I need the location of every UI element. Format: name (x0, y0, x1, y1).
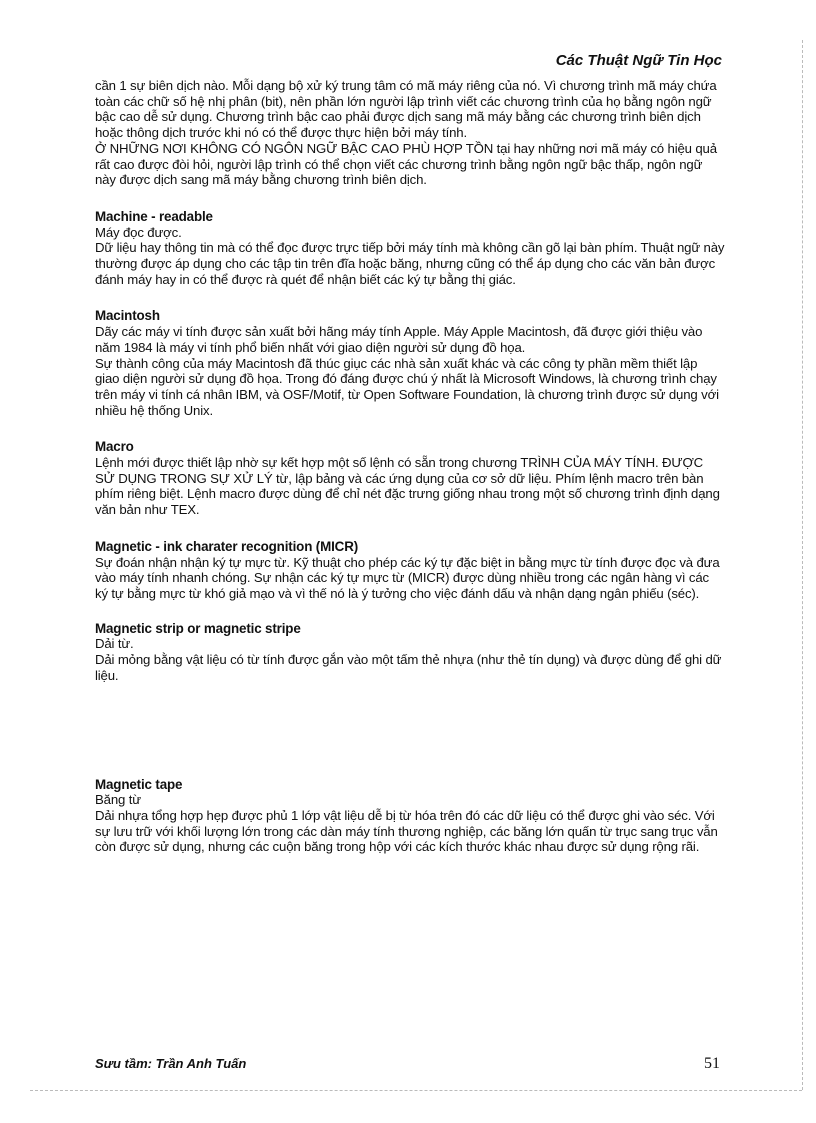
paragraph: cần 1 sự biên dịch nào. Mỗi dạng bộ xử ký trung tâm có mã máy riêng của nó. Vì chương trình mã máy chứa toàn các chữ số hệ nhị phân (bit), nên phần lớn người lập trình viết các chương trình của họ bằng ngôn ngữ bậc cao dễ sử dụng. Chương trình bậc cao phải được dịch sang mã máy bằng các chương trình biên dịch hoặc thông dịch trước khi nó có thể được thực hiện bởi máy tính. (95, 78, 717, 141)
entry-translation: Máy đọc được. (95, 224, 182, 240)
entry-term: Magnetic - ink charater recognition (MICR) (95, 538, 359, 554)
entry-definition: Sự đoán nhận nhận ký tự mực từ. Kỹ thuật cho phép các ký tự đặc biệt in bằng mực từ tính được đọc và đưa vào máy tính nhanh chóng. Sự nhận các ký tự mực từ (MICR) được dùng nhiều trong các ngân hàng vì các ký tự bằng mực từ khó giả mạo và vì thế nó là ý tưởng cho việc đánh dấu và nhận dạng ngân phiếu (séc). (95, 554, 720, 601)
paragraph: Ở NHỮNG NƠI KHÔNG CÓ NGÔN NGỮ BẬC CAO PHÙ HỢP TỒN tại hay những nơi mã máy có hiệu quả rất cao được đòi hỏi, người lập trình có thể chọn viết các chương trình bằng ngôn ngữ bậc thấp, ngôn ngữ này được dịch sang mã máy bằng chương trình biên dịch. (95, 140, 717, 188)
entry-term: Macintosh (95, 308, 160, 324)
page-edge-dashes (802, 40, 803, 1090)
entry-term: Macro (95, 439, 134, 455)
glossary-entry-micr (95, 539, 725, 602)
glossary-entry-magnetic-strip (95, 621, 725, 684)
entry-term: Magnetic strip or magnetic stripe (95, 620, 301, 636)
intro-section (95, 78, 725, 188)
page-number: 51 (704, 1055, 720, 1072)
entry-translation: Dải từ. (95, 636, 134, 652)
page-bottom-dashes (30, 1090, 802, 1091)
entry-definition: Sự thành công của máy Macintosh đã thúc giục các nhà sản xuất khác và các công ty phần mềm thiết lập giao diện người sử dụng đồ họa. Trong đó đáng được chú ý nhất là Microsoft Windows, là chương trình chạy trên máy vi tính cá nhân IBM, và OSF/Motif, từ Open Software Foundation, là chương trình được sử dụng với nhiều hệ thống Unix. (95, 355, 719, 418)
entry-definition: Dãy các máy vi tính được sản xuất bởi hãng máy tính Apple. Máy Apple Macintosh, đã được giới thiệu vào năm 1984 là máy vi tính phổ biến nhất với giao diện người sử dụng đồ họa. (95, 324, 703, 355)
entry-term: Magnetic tape (95, 776, 183, 792)
glossary-entry-macintosh (95, 308, 725, 418)
page-content (95, 78, 725, 855)
entry-definition: Dữ liệu hay thông tin mà có thể đọc được trực tiếp bởi máy tính mà không cần gõ lại bàn phím. Thuật ngữ này thường được áp dụng cho các tập tin trên đĩa hoặc băng, nhưng cũng có thể áp dụng cho các văn bản được đánh máy hay in có thể được rà quét để nhận biết các ký tự bằng thị giác. (95, 240, 725, 287)
entry-term: Machine - readable (95, 208, 213, 224)
entry-definition: Dải mỏng bằng vật liệu có từ tính được gắn vào một tấm thẻ nhựa (như thẻ tín dụng) và được dùng để ghi dữ liệu. (95, 652, 722, 683)
glossary-entry-macro (95, 439, 725, 518)
glossary-entry-magnetic-tape (95, 777, 725, 856)
entry-definition: Lệnh mới được thiết lập nhờ sự kết hợp một số lệnh có sẵn trong chương TRÌNH CỦA MÁY TÍNH. ĐƯỢC SỬ DỤNG TRONG SỰ XỬ LÝ từ, lập bảng và các ứng dụng của cơ sở dữ liệu. Phím lệnh macro trên bàn phím riêng biệt. Lệnh macro được dùng để chỉ nét đặc trưng giống nhau trong một số chương trình định dạng văn bản như TEX. (95, 455, 720, 518)
running-header-title: Các Thuật Ngữ Tin Học (555, 52, 722, 69)
entry-translation: Băng từ (95, 792, 141, 808)
glossary-entry-machine-readable (95, 209, 725, 288)
entry-definition: Dải nhựa tổng hợp hẹp được phủ 1 lớp vật liệu dễ bị từ hóa trên đó các dữ liệu có thể được ghi vào séc. Với sự lưu trữ với khối lượng lớn trong các dàn máy tính thương nghiệp, các băng lớn quấn từ trục sang trục vẫn còn được sử dụng, nhưng các cuộn băng trong hộp với các kích thước khác nhau được sử dụng rộng rãi. (95, 807, 718, 855)
footer-author: Sưu tầm: Trần Anh Tuấn (95, 1056, 247, 1071)
